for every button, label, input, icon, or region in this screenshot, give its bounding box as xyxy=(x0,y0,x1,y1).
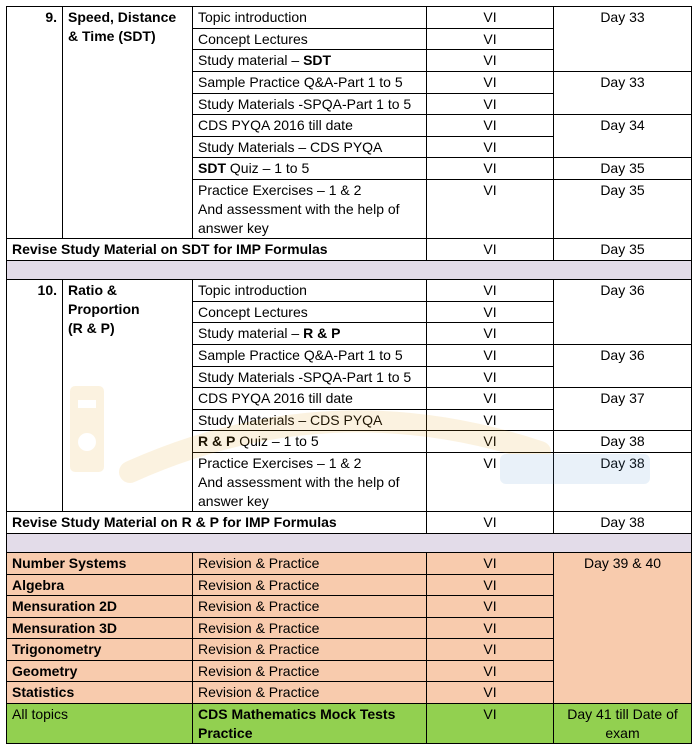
separator-row xyxy=(7,534,692,553)
level-cell: VI xyxy=(427,661,554,682)
final-activity: CDS Mathematics Mock Tests Practice xyxy=(193,704,427,744)
revision-activity: Revision & Practice xyxy=(193,575,427,596)
revise-row xyxy=(7,239,692,261)
level-cell: VI xyxy=(427,239,554,261)
level-cell: VI xyxy=(427,115,554,137)
separator-cell xyxy=(7,261,692,280)
level-cell: VI xyxy=(427,553,554,575)
activity-cell: Study Materials – CDS PYQA xyxy=(193,410,427,431)
day-cell: Day 37 xyxy=(554,388,692,431)
day-cell: Day 38 xyxy=(554,453,692,512)
section-number: 10. xyxy=(7,280,63,512)
section-title xyxy=(63,280,193,512)
activity-cell: CDS PYQA 2016 till date xyxy=(193,115,427,137)
revise-cell: Revise Study Material on SDT for IMP Formulas xyxy=(7,239,427,261)
activity-cell: Sample Practice Q&A-Part 1 to 5 xyxy=(193,72,427,94)
table-row xyxy=(7,280,692,302)
final-topic: All topics xyxy=(7,704,193,744)
activity-cell xyxy=(193,323,427,345)
day-cell: Day 41 till Date of exam xyxy=(554,704,692,744)
level-cell: VI xyxy=(427,639,554,661)
level-cell: VI xyxy=(427,345,554,367)
level-cell: VI xyxy=(427,50,554,72)
day-cell: Day 34 xyxy=(554,115,692,158)
level-cell: VI xyxy=(427,302,554,323)
level-cell: VI xyxy=(427,72,554,94)
revision-activity: Revision & Practice xyxy=(193,639,427,661)
day-cell: Day 39 & 40 xyxy=(554,553,692,704)
activity-line: And assessment with the help of xyxy=(198,201,400,217)
activity-cell: Study Materials – CDS PYQA xyxy=(193,137,427,158)
activity-cell xyxy=(193,453,427,512)
level-cell: VI xyxy=(427,410,554,431)
day-cell: Day 35 xyxy=(554,239,692,261)
revision-topic: Algebra xyxy=(7,575,193,596)
activity-text: Quiz – 1 to 5 xyxy=(226,160,310,176)
level-cell: VI xyxy=(427,453,554,512)
activity-bold-text: R & P xyxy=(303,325,341,341)
day-cell: Day 36 xyxy=(554,345,692,388)
level-cell: VI xyxy=(427,512,554,534)
activity-text: Study material – xyxy=(198,325,304,341)
revision-activity: Revision & Practice xyxy=(193,553,427,575)
level-cell: VI xyxy=(427,137,554,158)
activity-cell xyxy=(193,431,427,453)
section-title-line: (R & P) xyxy=(68,320,115,336)
activity-cell xyxy=(193,158,427,180)
activity-line: Practice Exercises – 1 & 2 xyxy=(198,455,362,471)
activity-line: Practice Exercises – 1 & 2 xyxy=(198,182,362,198)
level-cell: VI xyxy=(427,280,554,302)
revision-activity: Revision & Practice xyxy=(193,618,427,639)
level-cell: VI xyxy=(427,596,554,618)
revision-topic: Geometry xyxy=(7,661,193,682)
revision-topic: Statistics xyxy=(7,682,193,704)
level-cell: VI xyxy=(427,367,554,388)
level-cell: VI xyxy=(427,704,554,744)
level-cell: VI xyxy=(427,682,554,704)
revision-topic: Mensuration 3D xyxy=(7,618,193,639)
section-number: 9. xyxy=(7,7,63,239)
level-cell: VI xyxy=(427,431,554,453)
section-title: Speed, Distance & Time (SDT) xyxy=(63,7,193,239)
revision-topic: Mensuration 2D xyxy=(7,596,193,618)
activity-line: answer key xyxy=(198,493,269,509)
level-cell: VI xyxy=(427,7,554,29)
level-cell: VI xyxy=(427,575,554,596)
revision-activity: Revision & Practice xyxy=(193,596,427,618)
level-cell: VI xyxy=(427,618,554,639)
activity-text: Quiz – 1 to 5 xyxy=(235,433,319,449)
activity-cell: Topic introduction xyxy=(193,7,427,29)
activity-cell: Concept Lectures xyxy=(193,302,427,323)
level-cell: VI xyxy=(427,180,554,239)
day-cell: Day 35 xyxy=(554,180,692,239)
separator-cell xyxy=(7,534,692,553)
day-cell: Day 38 xyxy=(554,431,692,453)
activity-cell xyxy=(193,50,427,72)
activity-bold-text: SDT xyxy=(303,52,332,68)
activity-cell: Topic introduction xyxy=(193,280,427,302)
activity-cell xyxy=(193,180,427,239)
day-cell: Day 33 xyxy=(554,7,692,72)
separator-row xyxy=(7,261,692,280)
activity-cell: Study Materials -SPQA-Part 1 to 5 xyxy=(193,94,427,115)
revise-row xyxy=(7,512,692,534)
day-cell: Day 35 xyxy=(554,158,692,180)
section-title-line: Proportion xyxy=(68,301,140,317)
activity-cell: Sample Practice Q&A-Part 1 to 5 xyxy=(193,345,427,367)
level-cell: VI xyxy=(427,388,554,410)
activity-bold-text: R & P xyxy=(198,433,236,449)
activity-cell: Concept Lectures xyxy=(193,29,427,50)
activity-cell: CDS PYQA 2016 till date xyxy=(193,388,427,410)
day-cell: Day 33 xyxy=(554,72,692,115)
revision-topic: Number Systems xyxy=(7,553,193,575)
level-cell: VI xyxy=(427,323,554,345)
day-cell: Day 38 xyxy=(554,512,692,534)
level-cell: VI xyxy=(427,94,554,115)
activity-line: And assessment with the help of xyxy=(198,474,400,490)
section-title-line: Ratio & xyxy=(68,282,117,298)
revision-topic: Trigonometry xyxy=(7,639,193,661)
level-cell: VI xyxy=(427,29,554,50)
study-plan-table xyxy=(6,6,692,744)
activity-text: Study material – xyxy=(198,52,304,68)
activity-cell: Study Materials -SPQA-Part 1 to 5 xyxy=(193,367,427,388)
day-cell: Day 36 xyxy=(554,280,692,345)
activity-line: answer key xyxy=(198,220,269,236)
table-row xyxy=(7,7,692,29)
revision-row xyxy=(7,553,692,575)
revision-activity: Revision & Practice xyxy=(193,682,427,704)
revision-activity: Revision & Practice xyxy=(193,661,427,682)
level-cell: VI xyxy=(427,158,554,180)
revise-cell: Revise Study Material on R & P for IMP Formulas xyxy=(7,512,427,534)
activity-bold-text: SDT xyxy=(198,160,226,176)
mock-test-row xyxy=(7,704,692,744)
